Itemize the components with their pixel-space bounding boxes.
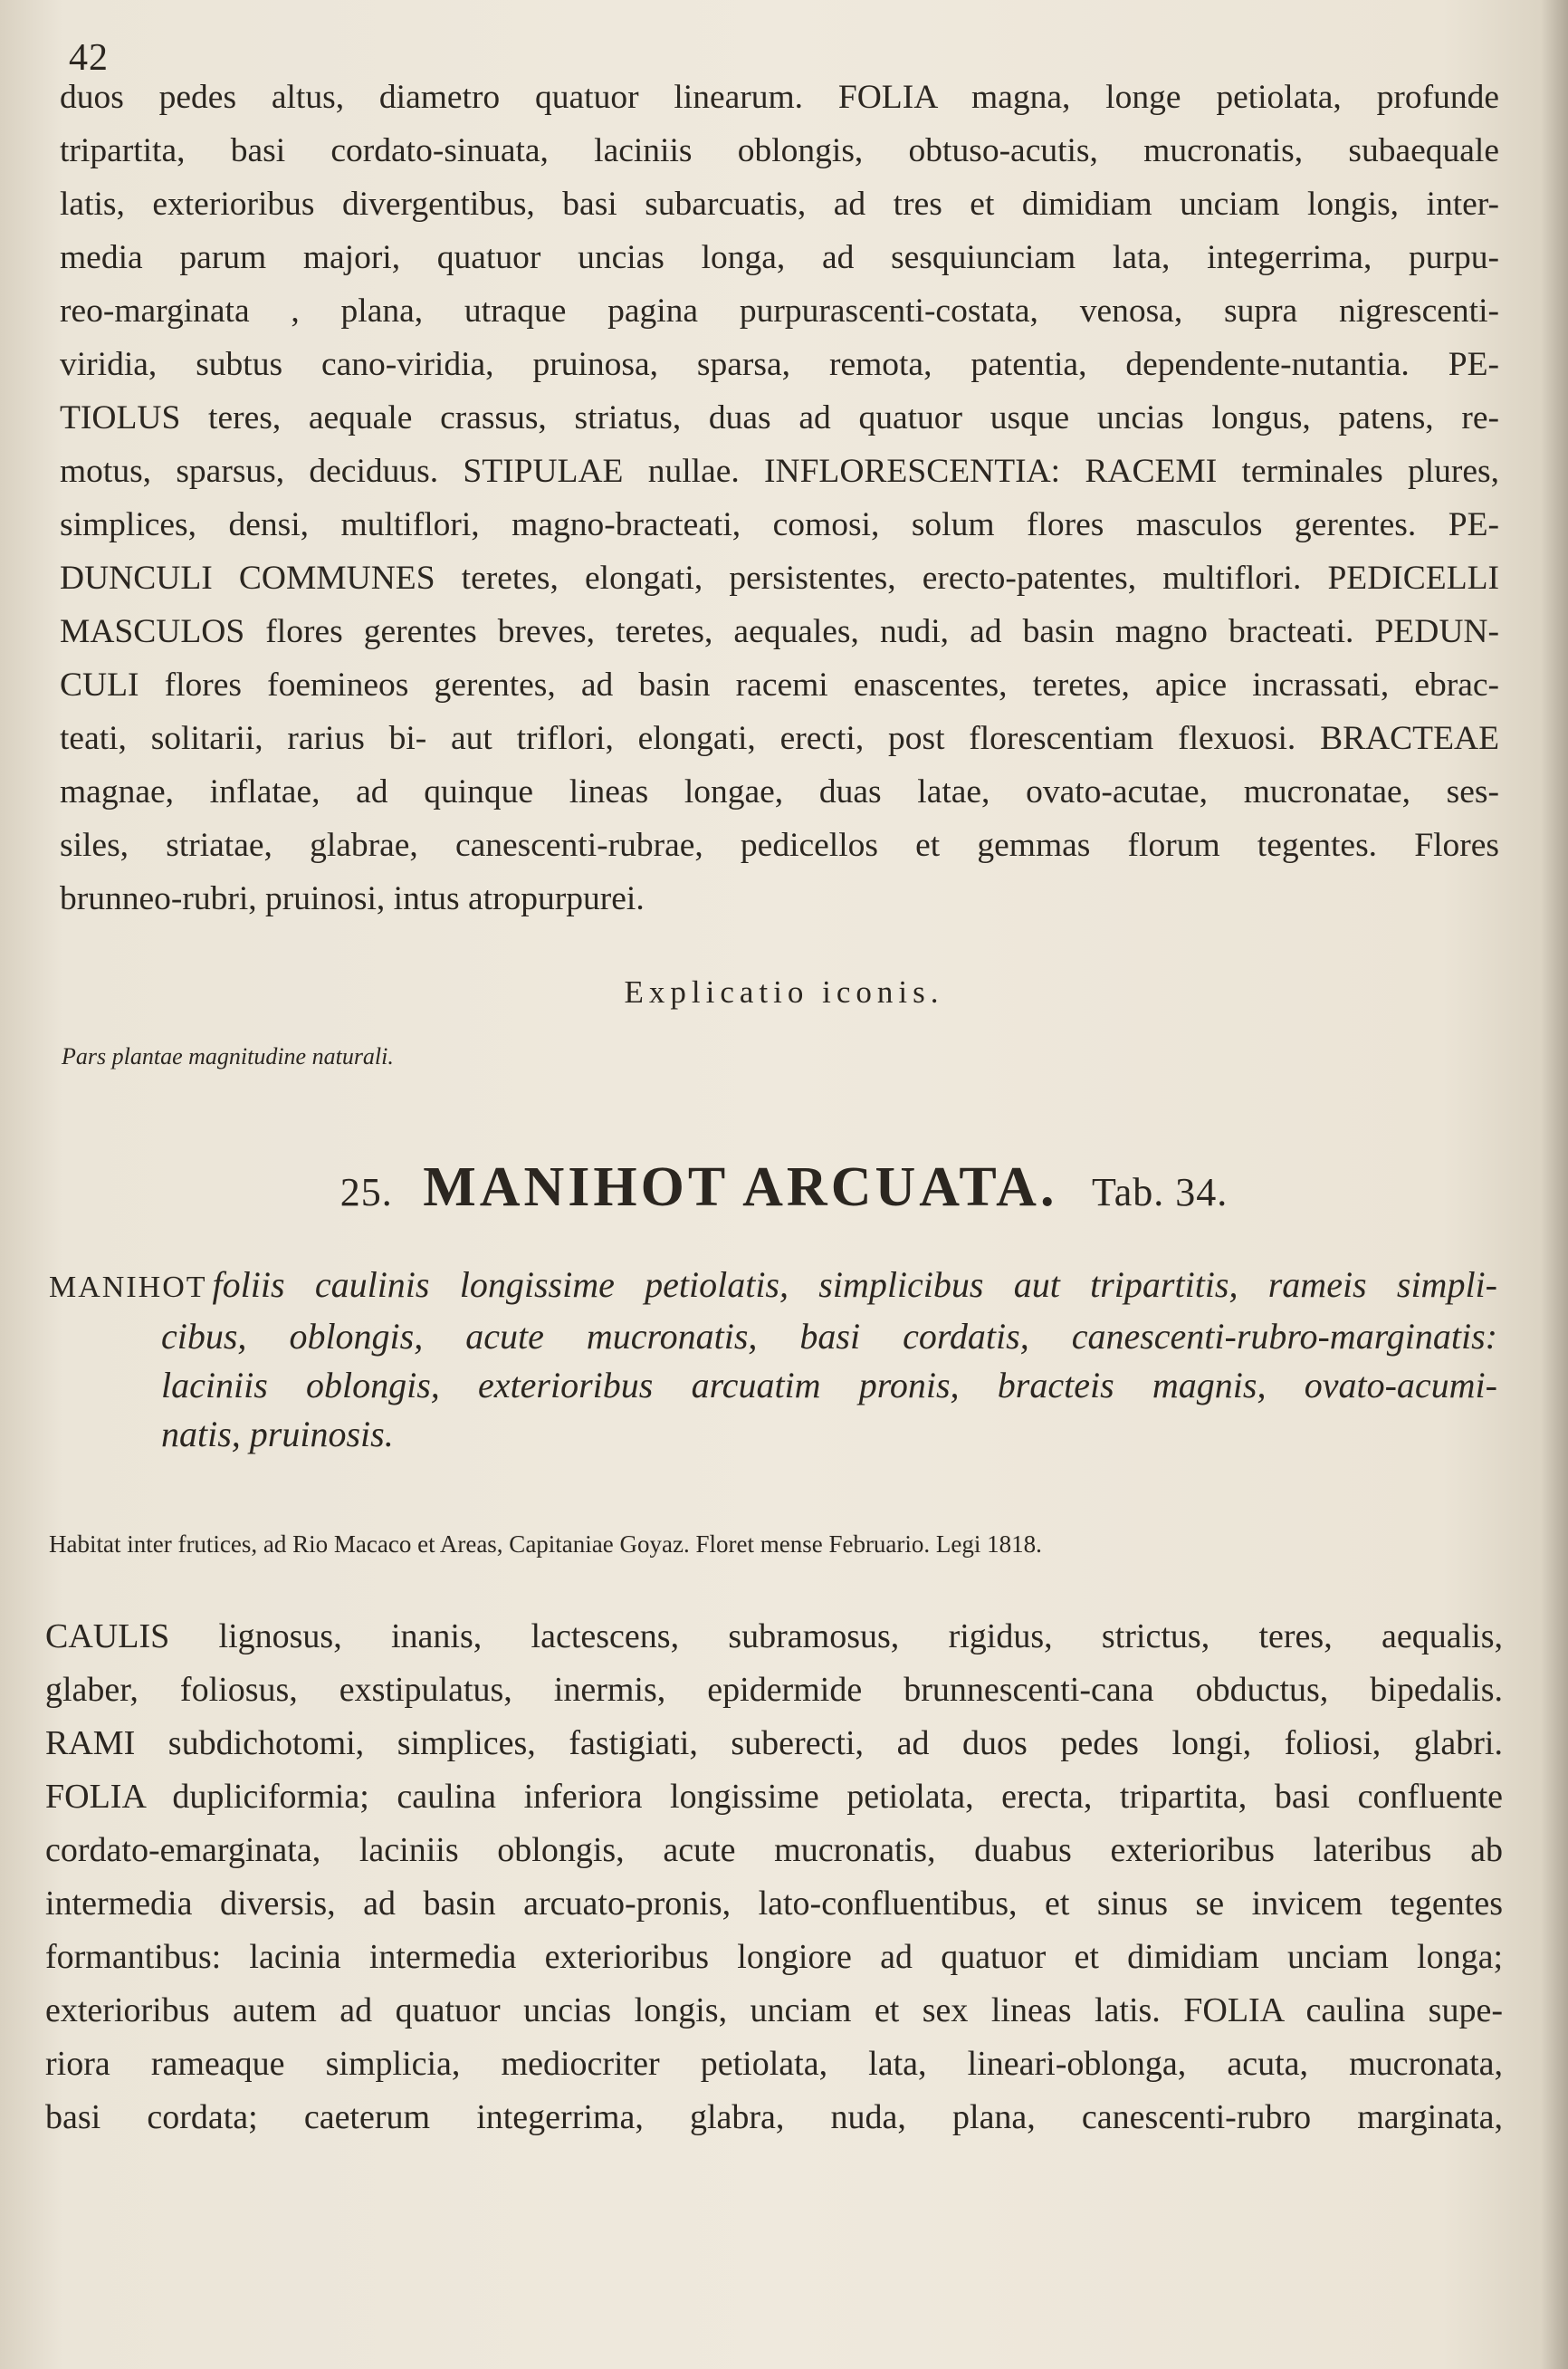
- text-line: glaber, foliosus, exstipulatus, inermis, epidermide brunnescenti-cana obductus, bipedalis.: [45, 1671, 1503, 1709]
- species-heading: [0, 1156, 1568, 1220]
- text-line: FOLIA dupliciformia; caulina inferiora longissime petiolata, erecta, tripartita, basi confluente: [45, 1778, 1503, 1816]
- description-paragraph: [45, 1610, 1503, 2144]
- habitat-text: Habitat inter frutices, ad Rio Macaco et Areas, Capitaniae Goyaz. Floret mense Februario. Legi 1818.: [49, 1530, 1042, 1558]
- text-line: motus, sparsus, deciduus. STIPULAE nullae. INFLORESCENTIA: RACEMI terminales plures,: [60, 453, 1499, 490]
- diagnosis-line: [49, 1261, 1497, 1312]
- text-line: magnae, inflatae, ad quinque lineas longae, duas latae, ovato-acutae, mucronatae, ses-: [60, 773, 1499, 810]
- intro-paragraph: [60, 71, 1499, 926]
- text-line: riora rameaque simplicia, mediocriter petiolata, lata, lineari-oblonga, acuta, mucronata,: [45, 2045, 1503, 2083]
- text-line: TIOLUS teres, aequale crassus, striatus, duas ad quatuor usque uncias longus, patens, re-: [60, 399, 1499, 436]
- text-line: RAMI subdichotomi, simplices, fastigiati, suberecti, ad duos pedes longi, foliosi, glabri.: [45, 1724, 1503, 1762]
- pars-caption: Pars plantae magnitudine naturali.: [62, 1043, 394, 1069]
- text-line: reo-marginata , plana, utraque pagina purpurascenti-costata, venosa, supra nigrescenti-: [60, 293, 1499, 330]
- diagnosis-line: laciniis oblongis, exterioribus arcuatim pronis, bracteis magnis, ovato-acumi-: [161, 1365, 1497, 1405]
- text-line: media parum majori, quatuor uncias longa, ad sesquiunciam lata, integerrima, purpu-: [60, 239, 1499, 276]
- text-line: DUNCULI COMMUNES teretes, elongati, persistentes, erecto-patentes, multiflori. PEDICELLI: [60, 560, 1499, 597]
- species-name: MANIHOT ARCUATA.: [423, 1156, 1058, 1218]
- text-line: exterioribus autem ad quatuor uncias longis, unciam et sex lineas latis. FOLIA caulina supe-: [45, 1991, 1503, 2029]
- diagnosis-text: foliis caulinis longissime petiolatis, simplicibus aut tripartitis, rameis simpli-: [212, 1264, 1497, 1305]
- diagnosis-paragraph: [49, 1261, 1497, 1459]
- page-number: 42: [69, 37, 109, 79]
- explicatio-heading: Explicatio iconis.: [624, 974, 944, 1010]
- text-line: CAULIS lignosus, inanis, lactescens, subramosus, rigidus, strictus, teres, aequalis,: [45, 1617, 1503, 1655]
- text-line: viridia, subtus cano-viridia, pruinosa, sparsa, remota, patentia, dependente-nutantia. PE-: [60, 346, 1499, 383]
- text-line: teati, solitarii, rarius bi- aut triflori, elongati, erecti, post florescentiam flexuosi. BRACTEAE: [60, 720, 1499, 757]
- text-line: tripartita, basi cordato-sinuata, laciniis oblongis, obtuso-acutis, mucronatis, subaequale: [60, 132, 1499, 169]
- text-line: MASCULOS flores gerentes breves, teretes, aequales, nudi, ad basin magno bracteati. PEDUN-: [60, 613, 1499, 650]
- plate-reference: Tab. 34.: [1091, 1170, 1229, 1214]
- diagnosis-line: natis, pruinosis.: [161, 1414, 394, 1454]
- genus-name: MANIHOT: [49, 1271, 207, 1304]
- text-line: brunneo-rubri, pruinosi, intus atropurpurei.: [60, 880, 645, 917]
- text-line: basi cordata; caeterum integerrima, glabra, nuda, plana, canescenti-rubro marginata,: [45, 2098, 1503, 2136]
- species-number: 25.: [339, 1170, 393, 1214]
- text-line: duos pedes altus, diametro quatuor linearum. FOLIA magna, longe petiolata, profunde: [60, 79, 1499, 116]
- text-line: siles, striatae, glabrae, canescenti-rubrae, pedicellos et gemmas florum tegentes. Flores: [60, 827, 1499, 864]
- text-line: formantibus: lacinia intermedia exterioribus longiore ad quatuor et dimidiam unciam longa;: [45, 1938, 1503, 1976]
- text-line: intermedia diversis, ad basin arcuato-pronis, lato-confluentibus, et sinus se invicem tegentes: [45, 1885, 1503, 1923]
- text-line: latis, exterioribus divergentibus, basi subarcuatis, ad tres et dimidiam unciam longis, inter-: [60, 186, 1499, 223]
- diagnosis-line: cibus, oblongis, acute mucronatis, basi cordatis, canescenti-rubro-marginatis:: [161, 1316, 1497, 1357]
- text-line: cordato-emarginata, laciniis oblongis, acute mucronatis, duabus exterioribus lateribus ab: [45, 1831, 1503, 1869]
- text-line: CULI flores foemineos gerentes, ad basin racemi enascentes, teretes, apice incrassati, ebrac-: [60, 667, 1499, 704]
- text-line: simplices, densi, multiflori, magno-bracteati, comosi, solum flores masculos gerentes. PE-: [60, 506, 1499, 543]
